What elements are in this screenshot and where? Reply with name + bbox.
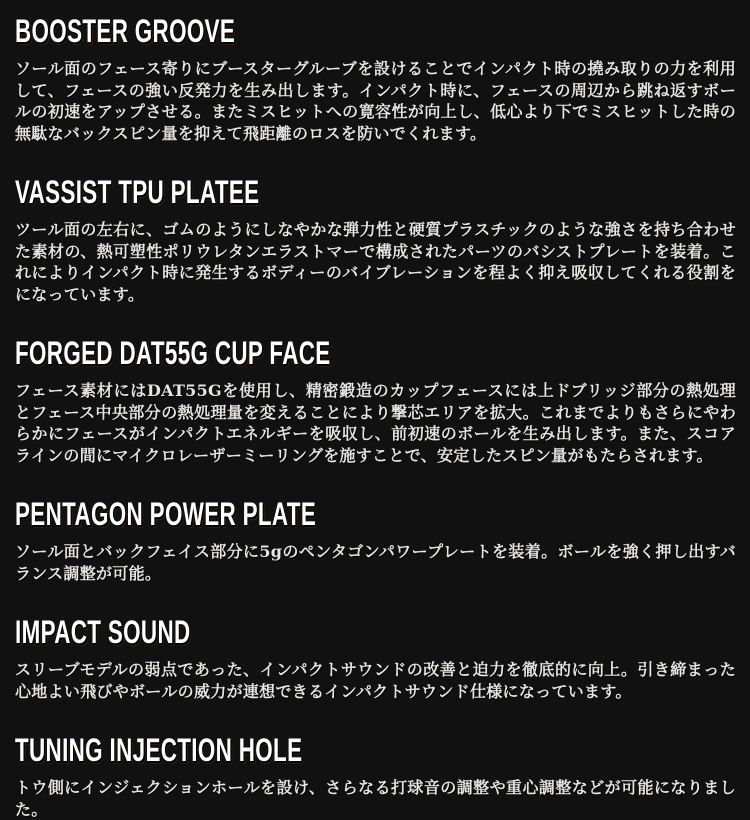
section-heading-text: FORGED DAT55G CUP FACE bbox=[15, 335, 331, 371]
section-heading bbox=[15, 335, 736, 371]
section-body: フェース素材にはDAT55Gを使用し、精密鍛造のカップフェースには上ドブリッジ部分の熱処理とフェース中央部分の熱処理量を変えることにより撃芯エリアを拡大。これまでよりもさらにやわらかにフェースがインパクトエネルギーを吸収し、前初速のボールを生み出します。また、スコアラインの間にマイクロレーザーミーリングを施すことで、安定したスピン量がもたらされます。 bbox=[15, 381, 736, 465]
section-vassist-tpu-platee bbox=[15, 174, 736, 305]
section-booster-groove bbox=[15, 13, 736, 144]
section-body: スリーブモデルの弱点であった、インパクトサウンドの改善と迫力を徹底的に向上。引き締まった心地よい飛びやボールの威力が連想できるインパクトサウンド仕様になっています。 bbox=[15, 660, 736, 701]
section-heading bbox=[15, 732, 736, 768]
section-heading bbox=[15, 614, 736, 650]
section-heading-text: PENTAGON POWER PLATE bbox=[15, 496, 317, 532]
section-forged-dat55g-cup-face bbox=[15, 335, 736, 466]
section-heading bbox=[15, 174, 736, 210]
section-heading bbox=[15, 496, 736, 532]
section-impact-sound bbox=[15, 614, 736, 702]
section-body: ソール面のフェース寄りにブースターグルーブを設けることでインパクト時の撓み取りの力を利用して、フェースの強い反発力を生み出します。インパクト時に、フェースの周辺から跳ね返すボールの初速をアップさせる。またミスヒットへの寛容性が向上し、低心より下でミスヒットした時の無駄なバックスピン量を抑えて飛距離のロスを防いでくれます。 bbox=[15, 59, 736, 143]
section-body: ツール面の左右に、ゴムのようにしなやかな弾力性と硬質プラスチックのような強さを持ち合わせた素材の、熱可塑性ポリウレタンエラストマーで構成されたパーツのバシストプレートを装着。これによりインパクト時に発生するボディーのバイブレーションを程よく抑え吸収してくれる役割をになっています。 bbox=[15, 220, 736, 304]
section-body: ソール面とバックフェイス部分に5gのペンタゴンパワープレートを装着。ボールを強く押し出すバランス調整が可能。 bbox=[15, 542, 736, 583]
section-heading-text: VASSIST TPU PLATEE bbox=[15, 174, 260, 210]
section-heading bbox=[15, 13, 736, 49]
section-heading-text: IMPACT SOUND bbox=[15, 614, 191, 650]
section-heading-text: BOOSTER GROOVE bbox=[15, 13, 236, 49]
section-pentagon-power-plate bbox=[15, 496, 736, 584]
section-tuning-injection-hole bbox=[15, 732, 736, 820]
section-body: トウ側にインジェクションホールを設け、さらなる打球音の調整や重心調整などが可能になりました。 bbox=[15, 778, 736, 819]
section-heading-text: TUNING INJECTION HOLE bbox=[15, 732, 303, 768]
